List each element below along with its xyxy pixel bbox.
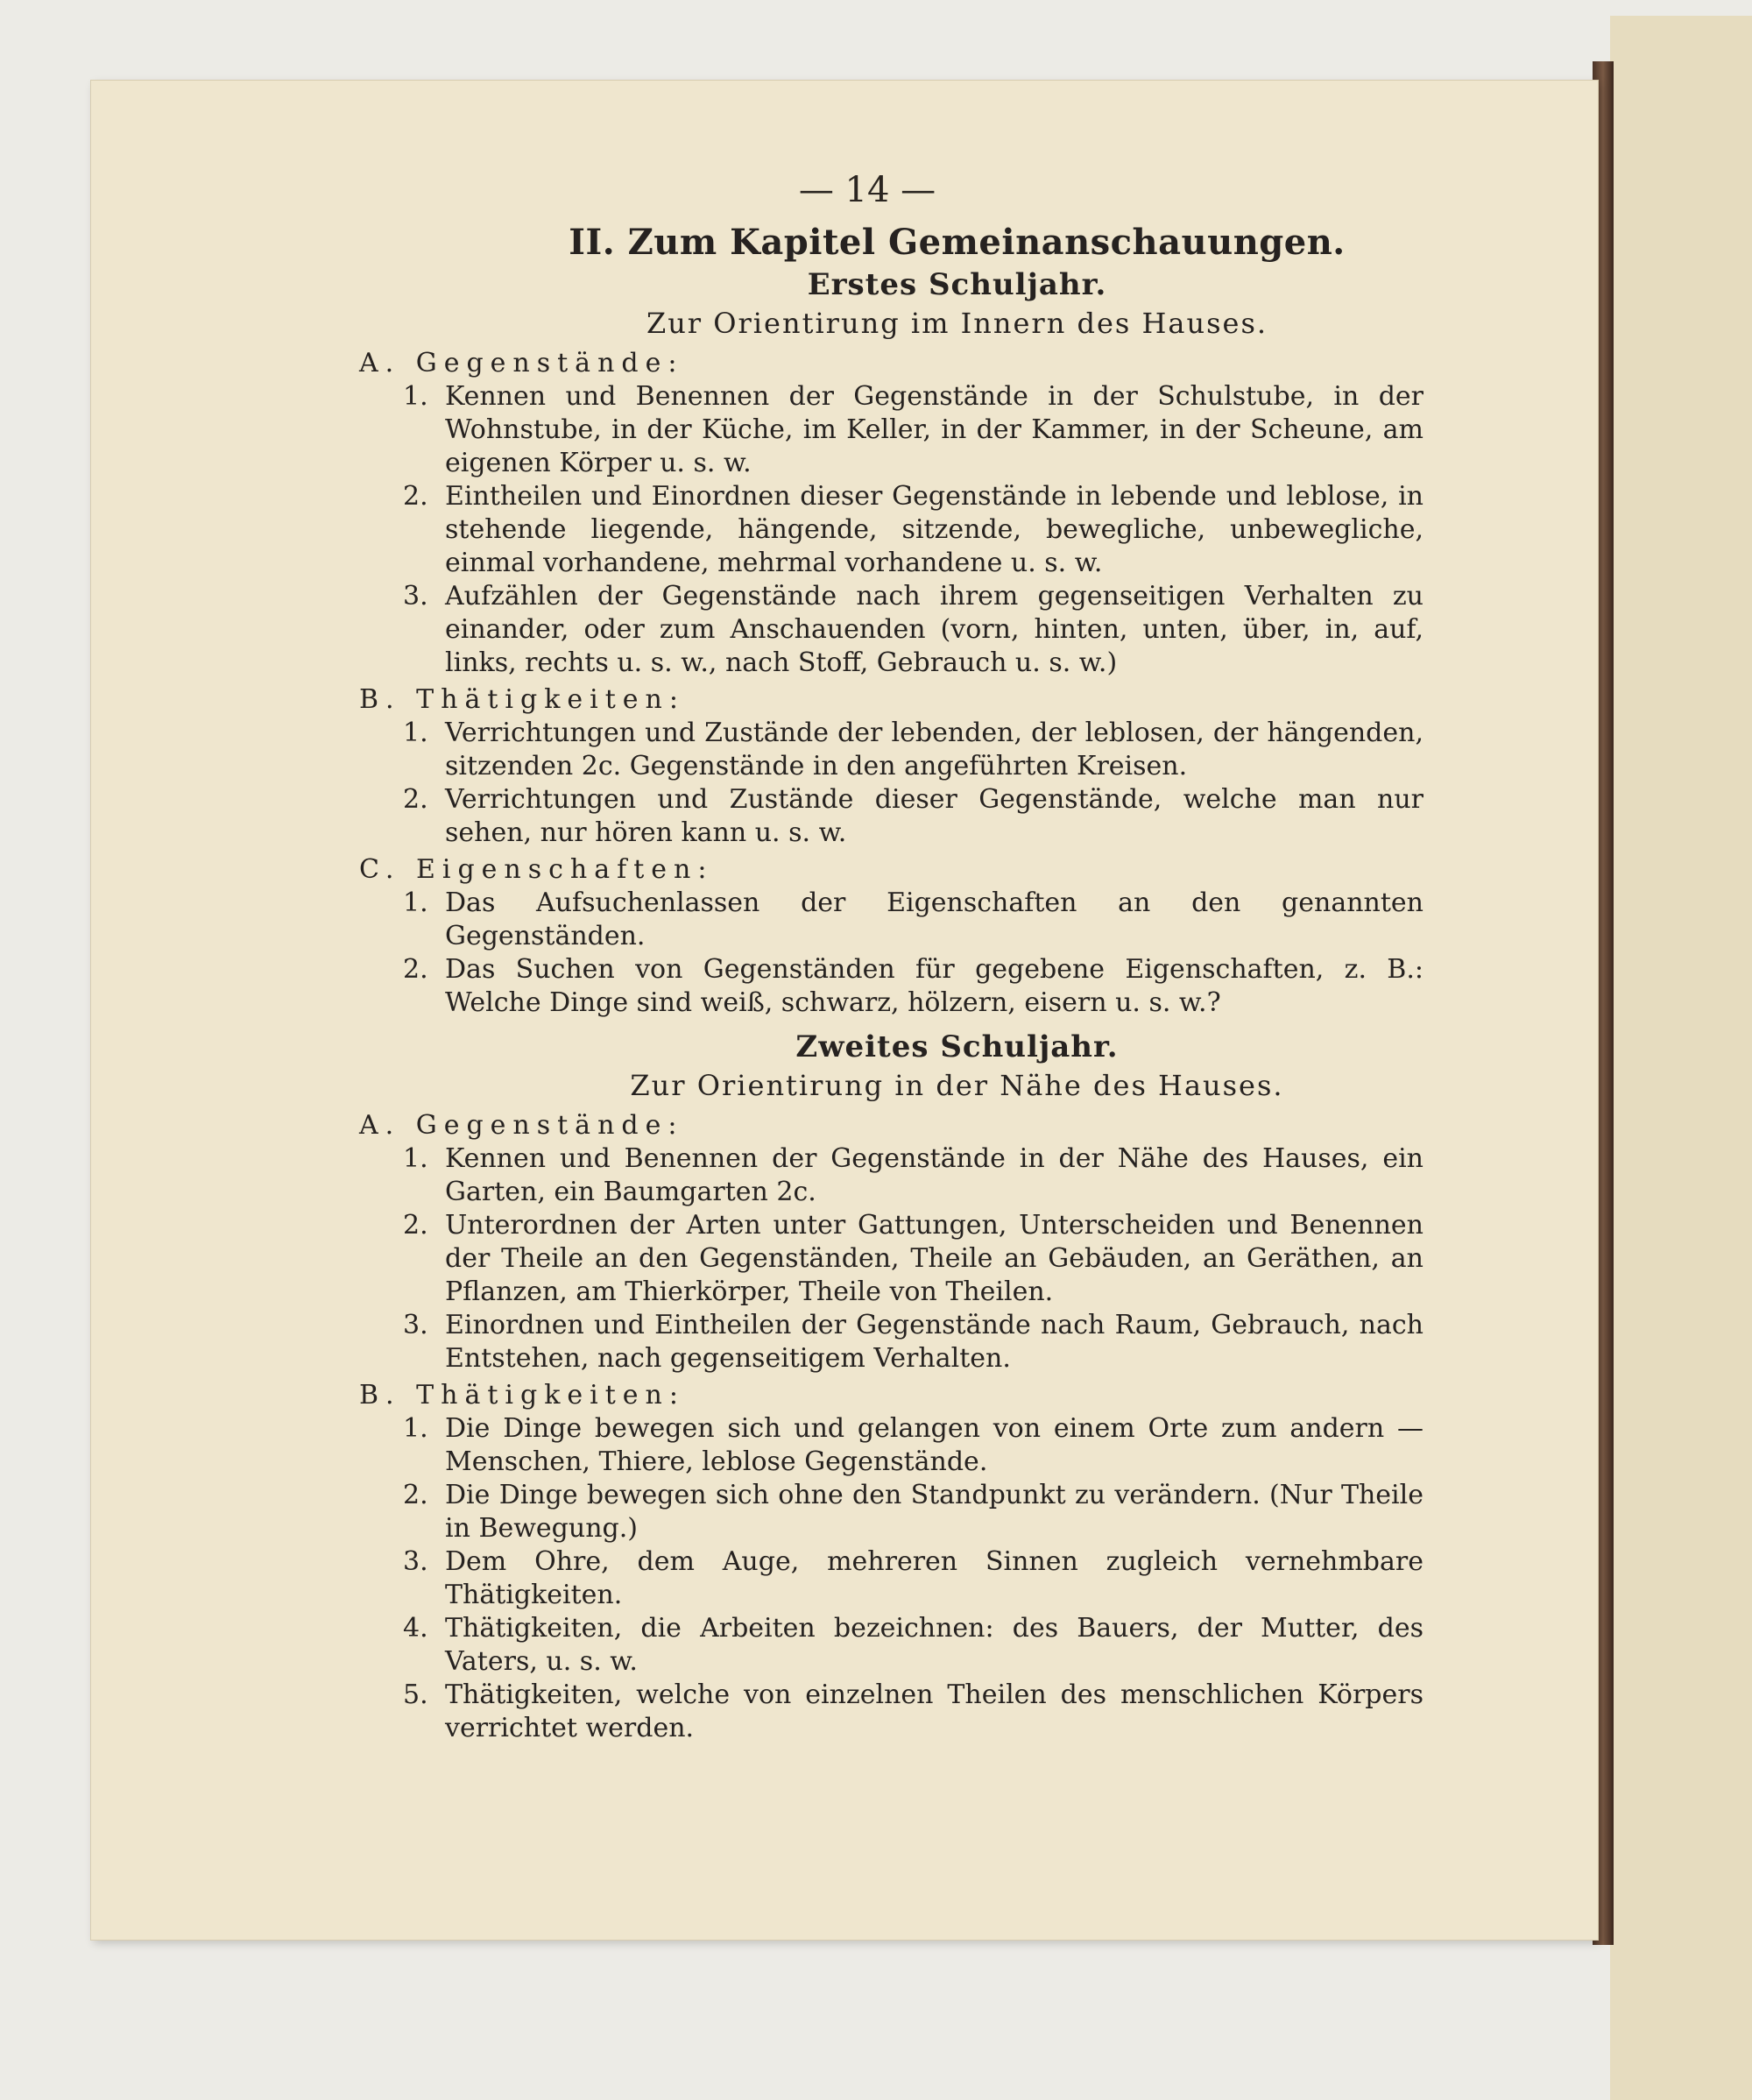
item-number: 2. [403,1210,428,1241]
list-item [403,1545,1424,1612]
item-text: Das Suchen von Gegenständen für gegebene Eigenschaften, z. B.: Welche Dinge sind weiß, schwarz, hölzern, eisern u. s. w.? [445,954,1424,1018]
item-number: 2. [403,784,428,815]
page-content [359,222,1424,1745]
year2-section-b-heading: B. Thätigkeiten: [359,1380,685,1411]
item-number: 1. [403,718,428,748]
list-item [403,480,1424,580]
item-text: Einordnen und Eintheilen der Gegenstände nach Raum, Gebrauch, nach Entstehen, nach gegenseitigem Verhalten. [445,1310,1424,1374]
year2-subtitle: Zur Orientirung in der Nähe des Hauses. [630,1069,1284,1102]
item-text: Dem Ohre, dem Auge, mehreren Sinnen zugleich vernehmbare Thätigkeiten. [445,1546,1424,1610]
year1-subtitle: Zur Orientirung im Innern des Hauses. [646,307,1268,340]
list-item [403,1412,1424,1479]
item-text: Unterordnen der Arten unter Gattungen, Unterscheiden und Benennen der Theile an den Gegenständen, Theile an Gebäuden, an Geräthen, an Pflanzen, am Thierkörper, Theile von Theilen. [445,1210,1424,1307]
item-number: 1. [403,381,428,412]
list-item [403,887,1424,953]
item-text: Kennen und Benennen der Gegenstände in der Nähe des Hauses, ein Garten, ein Baumgarten 2c. [445,1143,1424,1207]
page-number: — 14 — [798,170,936,210]
item-text: Die Dinge bewegen sich ohne den Standpunkt zu verändern. (Nur Theile in Bewegung.) [445,1480,1424,1544]
year1-title: Erstes Schuljahr. [807,267,1107,302]
item-number: 3. [403,581,428,612]
year2-section-a-heading: A. Gegenstände: [359,1110,684,1141]
item-number: 2. [403,1480,428,1510]
item-number: 4. [403,1613,428,1644]
year2-title: Zweites Schuljahr. [795,1029,1119,1064]
item-text: Verrichtungen und Zustände dieser Gegenstände, welche man nur sehen, nur hören kann u. s. w. [445,784,1424,848]
item-text: Das Aufsuchenlassen der Eigenschaften an den genannten Gegenständen. [445,887,1424,951]
item-number: 5. [403,1679,428,1710]
item-number: 1. [403,1143,428,1174]
item-number: 2. [403,481,428,512]
list-item [403,1479,1424,1545]
list-item [403,580,1424,680]
list-item [403,717,1424,783]
year1-section-b-heading: B. Thätigkeiten: [359,684,685,715]
item-text: Thätigkeiten, welche von einzelnen Theilen des menschlichen Körpers verrichtet werden. [445,1679,1424,1743]
chapter-title: II. Zum Kapitel Gemeinanschauungen. [569,222,1346,263]
item-number: 3. [403,1546,428,1577]
list-item [403,1309,1424,1375]
item-number: 2. [403,954,428,985]
list-item [403,1142,1424,1209]
item-number: 3. [403,1310,428,1340]
list-item [403,380,1424,480]
item-text: Eintheilen und Einordnen dieser Gegenstände in lebende und leblose, in stehende liegende, hängende, sitzende, bewegliche, unbewegliche, einmal vorhandene, mehrmal vorhandene u. s. w. [445,481,1424,578]
year1-section-a-heading: A. Gegenstände: [359,348,684,378]
item-text: Thätigkeiten, die Arbeiten bezeichnen: des Bauers, der Mutter, des Vaters, u. s. w. [445,1613,1424,1677]
item-text: Verrichtungen und Zustände der lebenden, der leblosen, der hängenden, sitzenden 2c. Gegenstände in den angeführten Kreisen. [445,718,1424,781]
list-item [403,1612,1424,1679]
list-item [403,1209,1424,1309]
item-text: Aufzählen der Gegenstände nach ihrem gegenseitigen Verhalten zu einander, oder zum Anschauenden (vorn, hinten, unten, über, in, auf, links, rechts u. s. w., nach Stoff, Gebrauch u. s. w.) [445,581,1424,678]
list-item [403,1679,1424,1745]
back-cover [1610,16,1752,2100]
year1-section-c-heading: C. Eigenschaften: [359,854,714,885]
item-number: 1. [403,1413,428,1444]
list-item [403,783,1424,850]
item-text: Die Dinge bewegen sich und gelangen von einem Orte zum andern — Menschen, Thiere, leblose Gegenstände. [445,1413,1424,1477]
item-text: Kennen und Benennen der Gegenstände in der Schulstube, in der Wohnstube, in der Küche, im Keller, in der Kammer, in der Scheune, am eigenen Körper u. s. w. [445,381,1424,478]
item-number: 1. [403,887,428,918]
list-item [403,953,1424,1020]
